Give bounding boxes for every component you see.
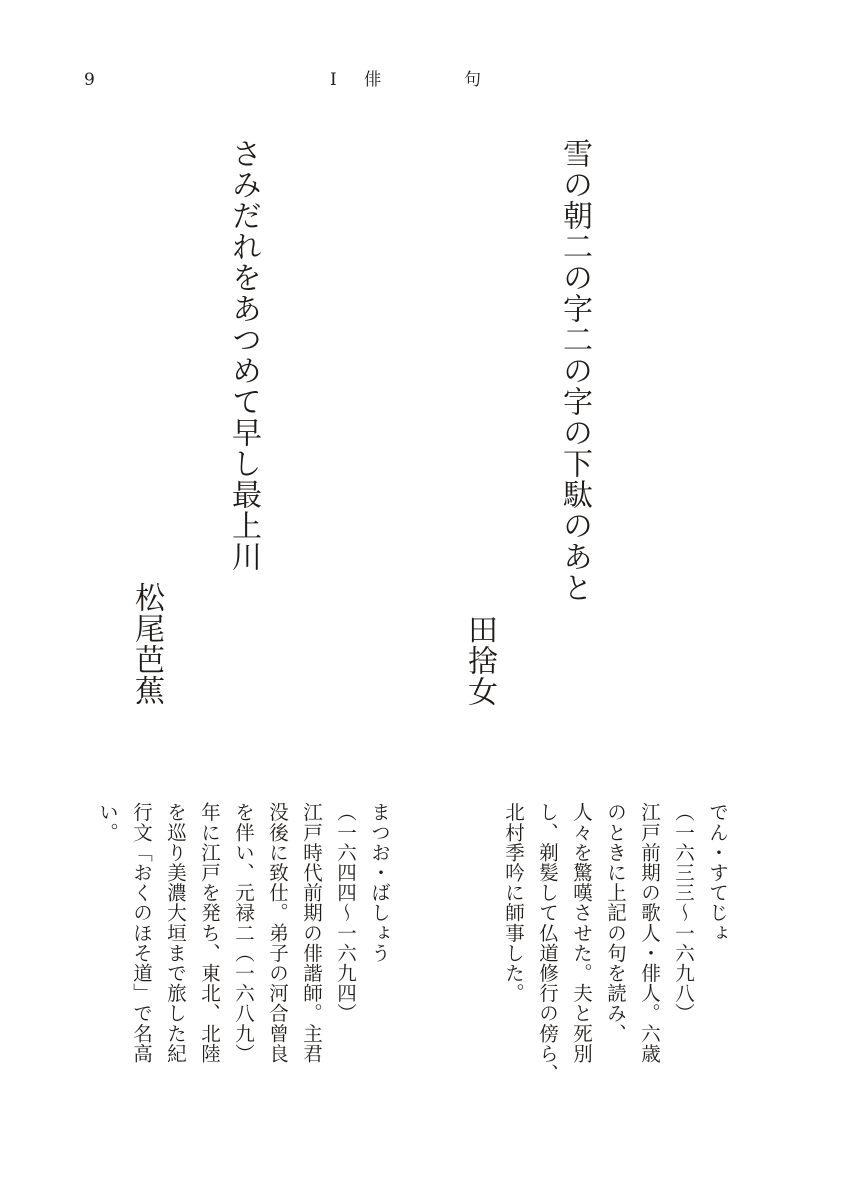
biography-1	[496, 802, 734, 1122]
biography-line: 江戸時代前期の俳諧師。主君	[300, 802, 323, 1064]
biography-line: のときに上記の句を読み、	[604, 802, 627, 1044]
section-title-char-1: 俳	[364, 70, 381, 90]
biography-line: 没後に致仕。弟子の河合曾良	[266, 802, 289, 1064]
biography-line: を巡り美濃大垣まで旅した紀	[164, 802, 187, 1064]
biography-line: （一六四四～一六九四）	[334, 802, 357, 1024]
biography-line: を伴い、元禄二（一六八九）	[232, 802, 255, 1064]
haiku-2-author: 松尾芭蕉	[129, 582, 164, 706]
biography-line: 年に江戸を発ち、東北、北陸	[198, 802, 221, 1064]
biography-line: 江戸前期の歌人・俳人。六歳	[638, 802, 661, 1064]
biography-line: 人々を驚嘆させた。夫と死別	[570, 802, 593, 1064]
biography-line: し、剃髪して仏道修行の傍ら、	[536, 802, 559, 1084]
biography-2	[90, 802, 396, 1122]
haiku-1-author: 田捨女	[462, 614, 497, 707]
biography-line: でん・すてじょ	[706, 802, 729, 943]
section-title-char-2: 句	[464, 70, 481, 90]
haiku-2: さみだれをあつめて早し最上川	[226, 138, 261, 572]
biography-line: 行文「おくのほそ道」で名高	[130, 802, 153, 1064]
section-numeral: I	[330, 70, 337, 90]
biography-line: 北村季吟に師事した。	[502, 802, 525, 1003]
haiku-1: 雪の朝二の字二の字の下駄のあと	[557, 138, 592, 603]
biography-line: まつお・ばしょう	[368, 802, 391, 963]
biography-line: （一六三三～一六九八）	[672, 802, 695, 1024]
page-number: 9	[84, 70, 95, 90]
biography-line: い。	[96, 802, 119, 843]
